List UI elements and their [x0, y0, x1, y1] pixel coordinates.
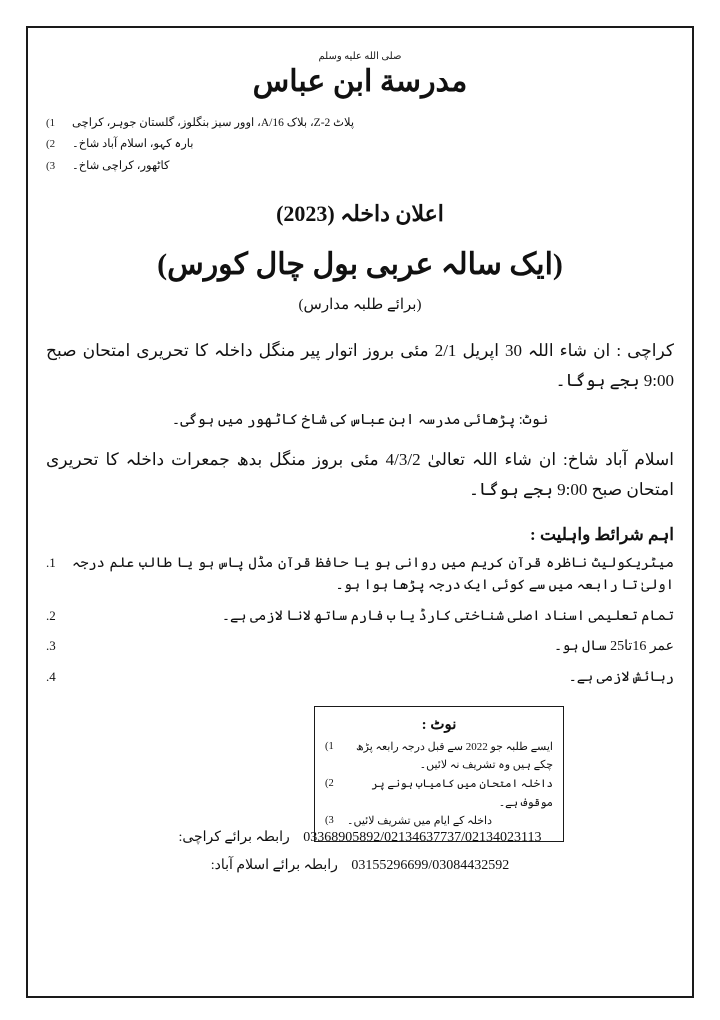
condition-number: .3: [46, 638, 56, 654]
branch-number: (2: [46, 138, 56, 151]
note-box: [314, 706, 564, 842]
list-item: [46, 553, 674, 596]
note-row: [46, 698, 674, 828]
announcement-heading: اعلان داخلہ (2023): [276, 200, 444, 226]
list-item: [46, 636, 674, 658]
branch-address: بارہ کہو، اسلام آباد شاخ۔: [72, 138, 194, 151]
list-item: [325, 812, 553, 831]
branch-address: پلاٹ 2-Z، بلاک 16/A، اوور سیز بنگلوز، گلستان جوہر، کراچی: [72, 117, 355, 129]
condition-number: .2: [46, 607, 56, 623]
note-item-text: داخلہ امتحان میں کامیاب ہونے پر موقوف ہے۔: [371, 778, 553, 809]
note-item-number: (1: [325, 740, 334, 752]
branch-address: کاٹھور، کراچی شاخ۔: [72, 159, 170, 172]
note-item-text: ایسے طلبہ جو 2022 سے قبل درجہ رابعہ پڑھ چکے ہیں وہ تشریف نہ لائیں۔: [355, 740, 553, 772]
condition-text: عمر 16تا25 سال ہو۔: [553, 639, 674, 655]
note-box-title: نوٹ :: [421, 716, 457, 733]
branch-number: (1: [46, 117, 56, 129]
study-location-note: نوٹ: پڑھائی مدرسہ ابن عباس کی شاخ کاٹھور میں ہوگی۔: [171, 411, 549, 428]
contact-label: رابطہ برائے کراچی:: [178, 829, 290, 845]
conditions-list: [46, 553, 674, 688]
poster-content: [46, 40, 674, 984]
blessing-icon: صلى الله عليه وسلم: [318, 51, 402, 62]
condition-number: .1: [46, 555, 56, 571]
conditions-heading: اہم شرائط واہلیت :: [530, 525, 674, 545]
contact-line-islamabad: [46, 852, 674, 880]
condition-text: رہائش لازمی ہے۔: [568, 670, 674, 686]
karachi-schedule-paragraph: کراچی : ان شاء اللہ 30 اپریل 2/1 مئی بروز اتوار پیر منگل داخلہ کا تحریری امتحان صبح 9:00 بجے ہوگا۔: [46, 341, 674, 391]
list-item: [46, 156, 674, 177]
islamabad-schedule-paragraph: اسلام آباد شاخ: ان شاء اللہ تعالیٰ 4/3/2 مئی بروز منگل بدھ جمعرات داخلہ کا تحریری امتحان صبح 9:00 بجے ہوگا۔: [46, 449, 674, 499]
masthead: [46, 52, 674, 99]
branch-list: [46, 113, 674, 177]
condition-number: .4: [46, 669, 56, 685]
note-item-number: (3: [325, 815, 334, 827]
condition-text: میٹریکولیٹ ناظرہ قرآن کریم میں روانی ہو یا حافظ قرآن مڈل پاس ہو یا طالب علم درجہ اولیٰ تا رابعہ میں سے کوئی ایک درجہ پڑھا ہوا ہو۔: [72, 556, 674, 593]
contact-numbers[interactable]: 03155296699/03084432592: [351, 857, 510, 873]
contact-label: رابطہ برائے اسلام آباد:: [210, 857, 338, 873]
list-item: [46, 134, 674, 155]
condition-text: تمام تعلیمی اسناد اصلی شناختی کارڈ یا ب فارم ساتھ لانا لازمی ہے۔: [221, 608, 674, 624]
list-item: [325, 775, 553, 812]
course-title: (ایک سالہ عربی بول چال کورس): [157, 247, 563, 281]
course-subtitle: (برائے طلبہ مدارس): [298, 297, 422, 314]
contact-numbers[interactable]: 03368905892/02134637737/02134023113: [303, 829, 542, 845]
note-box-list: [325, 738, 553, 831]
note-item-text: داخلہ کے ایام میں تشریف لائیں۔: [347, 815, 493, 828]
note-item-number: (2: [325, 778, 334, 790]
institute-name: مدرسة ابن عباس: [252, 65, 468, 98]
branch-number: (3: [46, 159, 56, 172]
list-item: [325, 738, 553, 775]
list-item: [46, 606, 674, 628]
list-item: [46, 667, 674, 689]
list-item: [46, 113, 674, 134]
